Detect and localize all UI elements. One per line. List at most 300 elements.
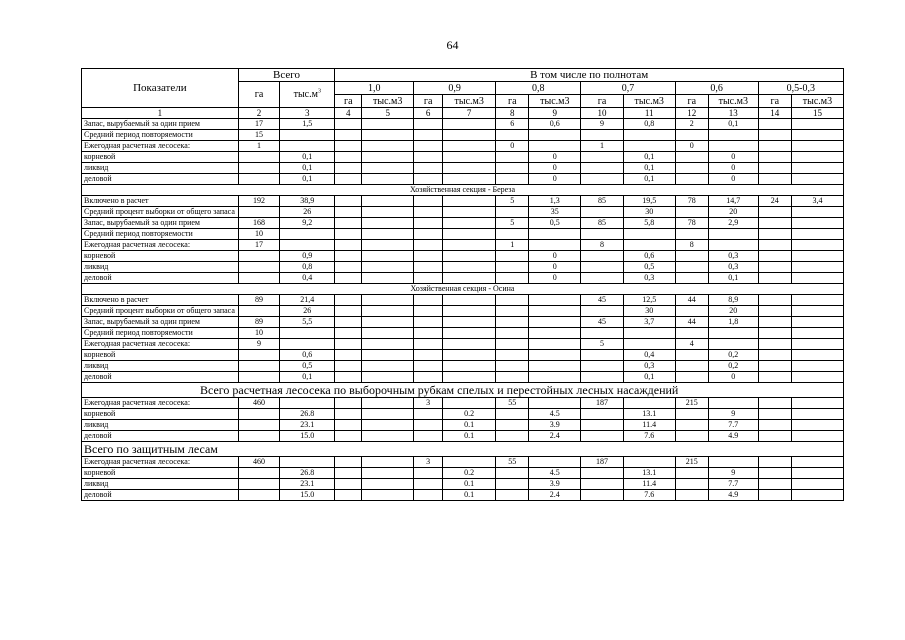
table-cell: 38,9 [280, 196, 335, 207]
table-cell: 55 [496, 398, 529, 409]
table-cell [791, 306, 843, 317]
sub-header-m3: тыс.м3 [529, 95, 581, 108]
row-label: Включено в расчет [82, 295, 239, 306]
table-cell: 0,4 [280, 273, 335, 284]
table-cell [708, 328, 758, 339]
table-cell: 0 [529, 273, 581, 284]
table-cell [335, 306, 362, 317]
table-cell [414, 130, 443, 141]
row-label: Запас, вырубаемый за один прием [82, 317, 239, 328]
table-cell: 1 [581, 141, 624, 152]
table-cell [708, 457, 758, 468]
section-title: Хозяйственная секция - Береза [82, 185, 844, 196]
column-number: 10 [581, 108, 624, 119]
table-cell: 187 [581, 398, 624, 409]
table-cell: 45 [581, 317, 624, 328]
table-cell: 0,6 [280, 350, 335, 361]
table-cell [362, 262, 414, 273]
table-cell: 4 [675, 339, 708, 350]
table-cell [791, 328, 843, 339]
table-cell [791, 479, 843, 490]
table-row [82, 141, 844, 152]
table-cell [335, 207, 362, 218]
table-cell [529, 398, 581, 409]
table-cell: 168 [238, 218, 280, 229]
table-cell [496, 479, 529, 490]
table-cell [362, 119, 414, 130]
table-cell [496, 468, 529, 479]
column-number: 13 [708, 108, 758, 119]
table-cell: 2.4 [529, 490, 581, 501]
table-cell [758, 141, 791, 152]
table-cell [238, 207, 280, 218]
table-cell: 4.9 [708, 431, 758, 442]
header-including: В том числе по полнотам [335, 69, 844, 82]
density-header: 0,7 [581, 82, 675, 95]
table-cell: 9 [708, 409, 758, 420]
table-cell [758, 398, 791, 409]
table-cell: 0 [529, 174, 581, 185]
table-cell [335, 229, 362, 240]
table-cell [335, 119, 362, 130]
table-cell: 7.7 [708, 420, 758, 431]
table-cell [362, 306, 414, 317]
table-cell [496, 174, 529, 185]
table-row [82, 262, 844, 273]
table-cell [414, 468, 443, 479]
table-cell [529, 306, 581, 317]
table-cell [791, 273, 843, 284]
table-cell [414, 240, 443, 251]
table-cell [675, 251, 708, 262]
table-cell: 3 [414, 398, 443, 409]
table-cell [623, 328, 675, 339]
table-cell [443, 251, 496, 262]
column-number: 6 [414, 108, 443, 119]
table-cell: 35 [529, 207, 581, 218]
table-cell [758, 229, 791, 240]
table-cell: 89 [238, 317, 280, 328]
table-cell: 6 [496, 119, 529, 130]
table-cell [496, 490, 529, 501]
table-row [82, 468, 844, 479]
table-header [82, 69, 844, 108]
table-cell [758, 251, 791, 262]
table-cell [675, 479, 708, 490]
table-cell: 85 [581, 196, 624, 207]
table-cell [529, 141, 581, 152]
table-cell: 0,3 [623, 273, 675, 284]
table-cell: 0,3 [708, 251, 758, 262]
table-cell [675, 328, 708, 339]
table-cell [362, 174, 414, 185]
table-cell [238, 262, 280, 273]
header-total-ha: га [238, 82, 280, 108]
table-cell [791, 163, 843, 174]
table-cell [791, 317, 843, 328]
table-cell: 0 [675, 141, 708, 152]
table-cell [362, 152, 414, 163]
table-cell: 8 [581, 240, 624, 251]
table-cell [675, 163, 708, 174]
table-cell [335, 490, 362, 501]
table-row [82, 398, 844, 409]
table-cell [414, 295, 443, 306]
table-cell [496, 328, 529, 339]
table-row [82, 163, 844, 174]
table-cell [791, 207, 843, 218]
row-label: корневой [82, 468, 239, 479]
table-cell [362, 328, 414, 339]
table-cell [443, 317, 496, 328]
table-cell: 0,8 [623, 119, 675, 130]
table-cell [758, 273, 791, 284]
table-cell [496, 306, 529, 317]
row-label: Средний период повторяемости [82, 130, 239, 141]
table-cell: 15.0 [280, 431, 335, 442]
table-row [82, 328, 844, 339]
table-cell: 1,3 [529, 196, 581, 207]
table-cell: 20 [708, 207, 758, 218]
table-cell [496, 273, 529, 284]
table-cell: 5 [581, 339, 624, 350]
table-cell [414, 251, 443, 262]
table-cell [791, 398, 843, 409]
table-row [82, 490, 844, 501]
table-cell [335, 262, 362, 273]
row-label: ликвид [82, 479, 239, 490]
table-cell [758, 207, 791, 218]
sub-header-ha: га [758, 95, 791, 108]
table-cell: 17 [238, 119, 280, 130]
table-cell [362, 317, 414, 328]
table-cell [581, 479, 624, 490]
table-cell: 26.8 [280, 409, 335, 420]
table-cell: 0,4 [623, 350, 675, 361]
table-cell [758, 317, 791, 328]
table-cell [791, 251, 843, 262]
row-label: деловой [82, 273, 239, 284]
table-cell [675, 372, 708, 383]
row-label: деловой [82, 431, 239, 442]
table-cell [758, 262, 791, 273]
table-row [82, 339, 844, 350]
table-cell [362, 130, 414, 141]
total-title-row [82, 442, 844, 457]
table-cell: 0,1 [623, 163, 675, 174]
table-cell [414, 372, 443, 383]
table-cell: 13.1 [623, 409, 675, 420]
table-row [82, 431, 844, 442]
table-cell: 0,2 [708, 350, 758, 361]
table-cell [362, 240, 414, 251]
table-cell [238, 163, 280, 174]
table-row [82, 420, 844, 431]
table-cell [529, 372, 581, 383]
table-row [82, 295, 844, 306]
table-cell [362, 339, 414, 350]
table-cell: 0,1 [280, 152, 335, 163]
table-cell: 4.5 [529, 468, 581, 479]
table-cell [443, 207, 496, 218]
table-cell [335, 361, 362, 372]
table-cell: 30 [623, 207, 675, 218]
table-cell [581, 130, 624, 141]
total-title-row [82, 383, 844, 398]
table-cell [280, 328, 335, 339]
table-cell [581, 207, 624, 218]
table-cell: 3.9 [529, 479, 581, 490]
table-cell: 8,9 [708, 295, 758, 306]
table-cell [414, 119, 443, 130]
row-label: Средний процент выборки от общего запаса [82, 207, 239, 218]
table-cell [362, 490, 414, 501]
table-cell [581, 420, 624, 431]
table-cell [238, 420, 280, 431]
table-cell: 15.0 [280, 490, 335, 501]
table-cell: 24 [758, 196, 791, 207]
table-cell [791, 130, 843, 141]
table-cell [496, 339, 529, 350]
table-cell [758, 490, 791, 501]
table-row [82, 196, 844, 207]
table-cell [758, 163, 791, 174]
table-cell [581, 328, 624, 339]
table-cell [791, 152, 843, 163]
table-cell [362, 229, 414, 240]
table-cell: 11.4 [623, 420, 675, 431]
table-cell [791, 372, 843, 383]
table-cell: 7.6 [623, 431, 675, 442]
table-cell [280, 240, 335, 251]
table-cell [362, 479, 414, 490]
table-cell: 0.1 [443, 420, 496, 431]
table-cell [675, 306, 708, 317]
table-cell [675, 468, 708, 479]
table-row [82, 152, 844, 163]
table-row [82, 306, 844, 317]
table-cell [791, 420, 843, 431]
table-cell: 23.1 [280, 479, 335, 490]
table-cell [414, 409, 443, 420]
table-cell: 0.1 [443, 479, 496, 490]
table-cell [675, 420, 708, 431]
table-cell [443, 398, 496, 409]
table-cell: 5 [496, 218, 529, 229]
column-number: 5 [362, 108, 414, 119]
table-cell [791, 262, 843, 273]
table-cell [414, 490, 443, 501]
table-cell: 0 [496, 141, 529, 152]
table-cell: 0 [708, 372, 758, 383]
row-label: Средний процент выборки от общего запаса [82, 306, 239, 317]
header-m3-text: тыс.м [293, 89, 318, 100]
table-cell [335, 339, 362, 350]
table-cell: 460 [238, 398, 280, 409]
table-cell: 0.1 [443, 490, 496, 501]
table-cell [443, 196, 496, 207]
table-cell [623, 141, 675, 152]
table-cell [238, 350, 280, 361]
table-cell: 9,2 [280, 218, 335, 229]
table-cell: 26 [280, 207, 335, 218]
table-cell [675, 273, 708, 284]
table-row [82, 130, 844, 141]
row-label: ликвид [82, 262, 239, 273]
table-row [82, 229, 844, 240]
table-cell [414, 163, 443, 174]
table-cell: 23.1 [280, 420, 335, 431]
table-cell [335, 350, 362, 361]
table-cell: 0 [529, 251, 581, 262]
table-cell [529, 295, 581, 306]
table-cell [791, 240, 843, 251]
table-cell [496, 207, 529, 218]
table-cell [443, 240, 496, 251]
table-cell [414, 328, 443, 339]
table-cell: 20 [708, 306, 758, 317]
row-label: Ежегодная расчетная лесосека: [82, 240, 239, 251]
table-cell [280, 130, 335, 141]
table-cell [581, 152, 624, 163]
table-cell [362, 457, 414, 468]
table-cell [414, 262, 443, 273]
table-cell [675, 174, 708, 185]
table-cell [414, 361, 443, 372]
table-cell [496, 317, 529, 328]
table-cell [414, 479, 443, 490]
table-cell [758, 328, 791, 339]
table-cell [335, 218, 362, 229]
table-cell [335, 251, 362, 262]
table-cell: 5,8 [623, 218, 675, 229]
table-cell [443, 295, 496, 306]
table-cell [581, 251, 624, 262]
table-cell [280, 339, 335, 350]
density-header: 0,5-0,3 [758, 82, 843, 95]
table-cell [758, 218, 791, 229]
table-cell [581, 229, 624, 240]
table-cell: 0 [529, 152, 581, 163]
table-cell: 2 [675, 119, 708, 130]
column-number: 11 [623, 108, 675, 119]
column-number: 14 [758, 108, 791, 119]
table-cell [362, 141, 414, 152]
column-numbers-row [82, 108, 844, 119]
table-cell: 0,1 [623, 174, 675, 185]
table-row [82, 361, 844, 372]
row-label: корневой [82, 251, 239, 262]
table-cell [623, 398, 675, 409]
sub-header-ha: га [675, 95, 708, 108]
table-row [82, 119, 844, 130]
table-cell [362, 372, 414, 383]
table-row [82, 273, 844, 284]
table-cell [675, 207, 708, 218]
table-cell [362, 361, 414, 372]
row-label: ликвид [82, 163, 239, 174]
table-cell: 1,5 [280, 119, 335, 130]
column-number: 12 [675, 108, 708, 119]
table-cell [238, 273, 280, 284]
table-cell [623, 339, 675, 350]
table-cell [581, 273, 624, 284]
table-cell: 9 [238, 339, 280, 350]
table-cell: 0,1 [708, 273, 758, 284]
table-cell [708, 229, 758, 240]
table-cell [414, 207, 443, 218]
row-label: Ежегодная расчетная лесосека: [82, 141, 239, 152]
table-cell [335, 457, 362, 468]
table-cell [335, 174, 362, 185]
table-cell [362, 196, 414, 207]
table-cell [581, 409, 624, 420]
table-cell: 0,2 [708, 361, 758, 372]
table-cell [529, 457, 581, 468]
table-cell: 11.4 [623, 479, 675, 490]
table-cell [758, 361, 791, 372]
table-cell: 0,9 [280, 251, 335, 262]
table-cell: 3 [414, 457, 443, 468]
table-cell: 44 [675, 317, 708, 328]
table-cell: 0,6 [529, 119, 581, 130]
row-label: корневой [82, 350, 239, 361]
table-cell [581, 490, 624, 501]
sub-header-m3: тыс.м3 [443, 95, 496, 108]
table-cell [791, 295, 843, 306]
table-cell [791, 490, 843, 501]
table-cell: 13.1 [623, 468, 675, 479]
table-cell [496, 130, 529, 141]
table-cell: 192 [238, 196, 280, 207]
table-cell: 10 [238, 328, 280, 339]
table-cell [791, 119, 843, 130]
table-cell [675, 350, 708, 361]
table-cell [529, 229, 581, 240]
table-cell: 3.9 [529, 420, 581, 431]
table-row [82, 251, 844, 262]
column-number: 8 [496, 108, 529, 119]
table-cell: 1,8 [708, 317, 758, 328]
table-cell [529, 328, 581, 339]
row-label: ликвид [82, 361, 239, 372]
table-row [82, 409, 844, 420]
table-cell [362, 409, 414, 420]
section-title: Хозяйственная секция - Осина [82, 284, 844, 295]
table-cell [362, 420, 414, 431]
sub-header-ha: га [335, 95, 362, 108]
table-cell: 12,5 [623, 295, 675, 306]
table-cell [362, 251, 414, 262]
table-cell [791, 468, 843, 479]
table-cell [675, 431, 708, 442]
table-cell [791, 174, 843, 185]
column-number: 4 [335, 108, 362, 119]
table-cell [335, 163, 362, 174]
table-cell: 0,5 [623, 262, 675, 273]
table-cell: 4.5 [529, 409, 581, 420]
table-cell [791, 339, 843, 350]
row-label: корневой [82, 152, 239, 163]
sub-header-m3: тыс.м3 [708, 95, 758, 108]
table-cell [496, 251, 529, 262]
column-number: 9 [529, 108, 581, 119]
sub-header-ha: га [496, 95, 529, 108]
table-cell: 9 [581, 119, 624, 130]
table-cell: 215 [675, 398, 708, 409]
table-cell [362, 468, 414, 479]
header-total: Всего [238, 69, 335, 82]
